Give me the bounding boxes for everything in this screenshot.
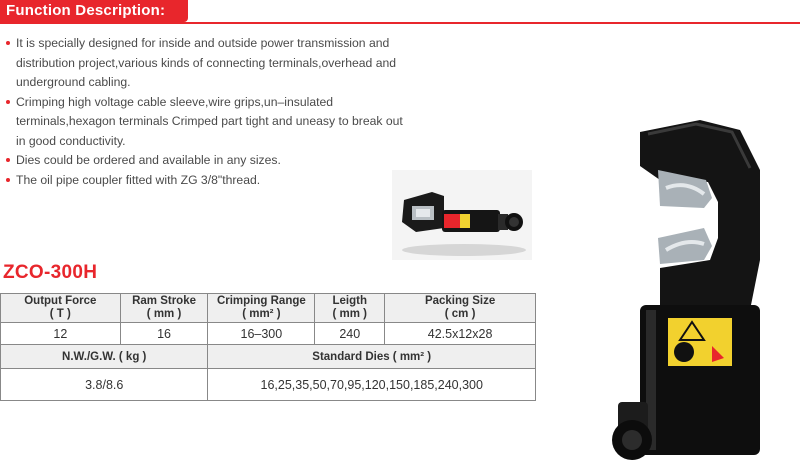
feature-line: distribution project,various kinds of connecting terminals,overhead and (16, 55, 397, 70)
spec-header-cell: Standard Dies ( mm² ) (208, 345, 536, 369)
spec-header-row-2 (1, 345, 536, 369)
feature-line: Dies could be ordered and available in any sizes. (16, 153, 281, 167)
spec-header-cell: Output Force ( T ) (1, 294, 121, 323)
spec-value-cell: 16–300 (208, 323, 315, 345)
spec-value-cell: 240 (315, 323, 385, 345)
tool-side-view-image (392, 170, 532, 260)
feature-line: underground cabling. (16, 75, 131, 89)
section-header (0, 0, 188, 22)
crimping-tool-image (600, 110, 800, 462)
spec-value-cell: 16,25,35,50,70,95,120,150,185,240,300 (208, 369, 536, 401)
spec-header-row (1, 294, 536, 323)
spec-value-cell: 42.5x12x28 (385, 323, 536, 345)
header-rule (0, 22, 800, 24)
feature-line: terminals,hexagon terminals Crimped part tight and uneasy to break out (16, 114, 403, 128)
spec-header-cell: Leigth ( mm ) (315, 294, 385, 323)
feature-item (6, 34, 436, 93)
feature-item (6, 151, 436, 171)
feature-line: Crimping high voltage cable sleeve,wire grips,un–insulated (16, 94, 334, 109)
bullet-dot-icon (6, 158, 10, 162)
bullet-dot-icon (6, 41, 10, 45)
spec-value-row (1, 323, 536, 345)
feature-line: It is specially designed for inside and outside power transmission and (16, 36, 390, 50)
spec-value-cell: 12 (1, 323, 121, 345)
spec-header-cell: Crimping Range ( mm² ) (208, 294, 315, 323)
bullet-dot-icon (6, 100, 10, 104)
spec-header-cell: Ram Stroke ( mm ) (120, 294, 208, 323)
model-number: ZCO-300H (3, 262, 98, 283)
feature-line: in good conductivity. (16, 133, 126, 148)
spec-value-row-2 (1, 369, 536, 401)
feature-list (6, 34, 436, 190)
spec-header-cell: Packing Size ( cm ) (385, 294, 536, 323)
feature-line: The oil pipe coupler fitted with ZG 3/8"thread. (16, 172, 261, 187)
spec-value-cell: 3.8/8.6 (1, 369, 208, 401)
feature-item (6, 171, 436, 191)
bullet-dot-icon (6, 178, 10, 182)
spec-header-cell: N.W./G.W. ( kg ) (1, 345, 208, 369)
section-title: Function Description: (6, 2, 166, 19)
feature-item (6, 93, 436, 152)
spec-value-cell: 16 (120, 323, 208, 345)
spec-table (0, 293, 536, 401)
